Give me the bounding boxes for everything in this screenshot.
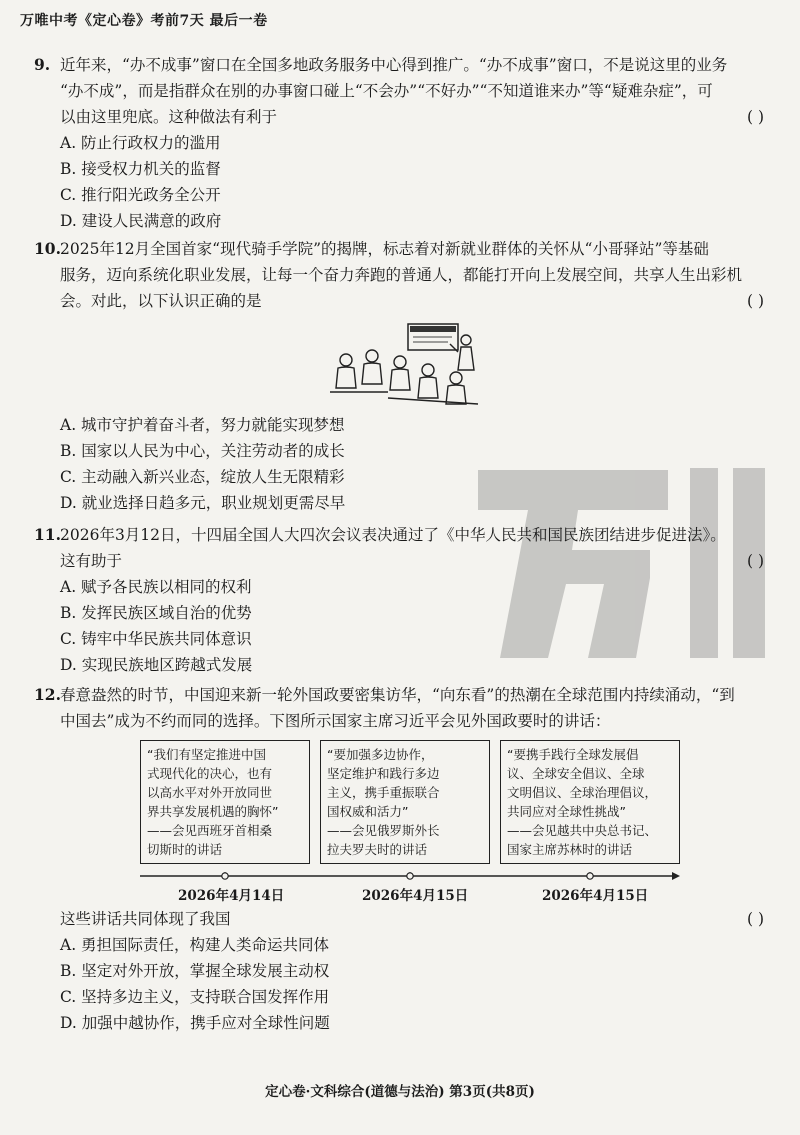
answer-blank[interactable]: ( ) (746, 292, 764, 310)
speech-line: 共同应对全球性挑战” (507, 804, 626, 819)
speech-source: 拉夫罗夫时的讲话 (327, 842, 428, 857)
stem-line: 2025年12月全国首家“现代骑手学院”的揭牌，标志着对新就业群体的关怀从“小哥驿站”等基础 (60, 240, 709, 258)
option-c[interactable]: C. 主动融入新兴业态，绽放人生无限精彩 (60, 468, 345, 486)
stem-line: 春意盎然的时节，中国迎来新一轮外国政要密集访华，“向东看”的热潮在全球范围内持续涌动，“到 (60, 686, 735, 704)
speech-source: ——会见俄罗斯外长 (327, 823, 440, 838)
timeline-date: 2026年4月14日 (178, 888, 285, 904)
option-a[interactable]: A. 勇担国际责任，构建人类命运共同体 (60, 936, 330, 954)
speech-source: 国家主席苏林时的讲话 (507, 842, 633, 857)
option-b[interactable]: B. 坚定对外开放，掌握全球发展主动权 (60, 962, 330, 980)
speech-line: 国权威和活力” (327, 804, 409, 819)
option-d[interactable]: D. 加强中越协作，携手应对全球性问题 (60, 1014, 330, 1032)
speech-boxes (140, 740, 680, 890)
stem-line: 服务，迈向系统化职业发展，让每一个奋力奔跑的普通人，都能打开向上发展空间，共享人生出彩机 (60, 266, 743, 284)
page-footer: 定心卷·文科综合(道德与法治) 第3页(共8页) (265, 1084, 535, 1100)
option-a[interactable]: A. 城市守护着奋斗者，努力就能实现梦想 (60, 416, 345, 434)
question-9 (34, 52, 764, 234)
stem-line: “办不成”，而是指群众在别的办事窗口碰上“不会办”“不好办”“不知道谁来办”等“疑难杂症”，可 (60, 82, 713, 100)
question-stem (34, 522, 764, 574)
option-c[interactable]: C. 铸牢中华民族共同体意识 (60, 630, 252, 648)
option-b[interactable]: B. 接受权力机关的监督 (60, 160, 221, 178)
speech-line: 主义，携手重振联合 (327, 785, 440, 800)
option-a[interactable]: A. 防止行政权力的滥用 (60, 134, 221, 152)
speech-box (320, 740, 490, 864)
speech-line: 文明倡议、全球治理倡议， (507, 785, 658, 800)
answer-blank[interactable]: ( ) (746, 108, 764, 126)
speech-source: 切斯时的讲话 (147, 842, 223, 857)
speech-line: “我们有坚定推进中国 (147, 747, 266, 762)
question-stem (34, 52, 764, 130)
speech-line: 式现代化的决心，也有 (147, 766, 273, 781)
question-number: 10. (34, 239, 61, 258)
speech-line: 界共享发展机遇的胸怀” (147, 804, 279, 819)
page-header: 万唯中考《定心卷》考前7天 最后一卷 (20, 13, 268, 29)
option-c[interactable]: C. 推行阳光政务全公开 (60, 186, 221, 204)
speech-source: ——会见越共中央总书记、 (507, 823, 658, 838)
option-d[interactable]: D. 实现民族地区跨越式发展 (60, 656, 253, 674)
speech-line: 以高水平对外开放同世 (147, 785, 273, 800)
option-b[interactable]: B. 发挥民族区域自治的优势 (60, 604, 252, 622)
timeline-date: 2026年4月15日 (362, 888, 469, 904)
question-12-options (34, 906, 764, 1036)
option-d[interactable]: D. 建设人民满意的政府 (60, 212, 222, 230)
answer-blank[interactable]: ( ) (746, 552, 764, 570)
speech-source: ——会见西班牙首相桑 (147, 823, 273, 838)
speech-line: “要加强多边协作， (327, 747, 434, 762)
stem-line: 会。对此，以下认识正确的是 (60, 292, 262, 310)
question-number: 11. (34, 525, 61, 544)
option-d[interactable]: D. 就业选择日趋多元，职业规划更需尽早 (60, 494, 346, 512)
timeline-date: 2026年4月15日 (542, 888, 649, 904)
stem-line: 中国去”成为不约而同的选择。下图所示国家主席习近平会见外国政要时的讲话： (60, 712, 611, 730)
speech-line: 坚定维护和践行多边 (327, 766, 440, 781)
question-number: 9. (34, 55, 51, 74)
stem-line: 以由这里兜底。这种做法有利于 (60, 108, 278, 126)
stem-line: 这有助于 (60, 552, 123, 570)
question-number: 12. (34, 685, 61, 704)
stem-line: 这些讲话共同体现了我国 (60, 910, 231, 928)
classroom-illustration (328, 322, 488, 406)
speech-box (140, 740, 310, 864)
question-stem (34, 236, 764, 314)
question-stem (34, 682, 764, 734)
question-12 (34, 682, 764, 734)
stem-line: 近年来，“办不成事”窗口在全国多地政务服务中心得到推广。“办不成事”窗口，不是说这里的业务 (60, 56, 728, 74)
answer-blank[interactable]: ( ) (746, 910, 764, 928)
option-a[interactable]: A. 赋予各民族以相同的权利 (60, 578, 252, 596)
stem-line: 2026年3月12日，十四届全国人大四次会议表决通过了《中华人民共和国民族团结进步促进法》。 (60, 526, 726, 544)
speech-line: “要携手践行全球发展倡 (507, 747, 639, 762)
option-c[interactable]: C. 坚持多边主义，支持联合国发挥作用 (60, 988, 330, 1006)
option-b[interactable]: B. 国家以人民为中心，关注劳动者的成长 (60, 442, 345, 460)
speech-line: 议、全球安全倡议、全球 (507, 766, 645, 781)
speech-box (500, 740, 680, 864)
question-11 (34, 522, 764, 678)
